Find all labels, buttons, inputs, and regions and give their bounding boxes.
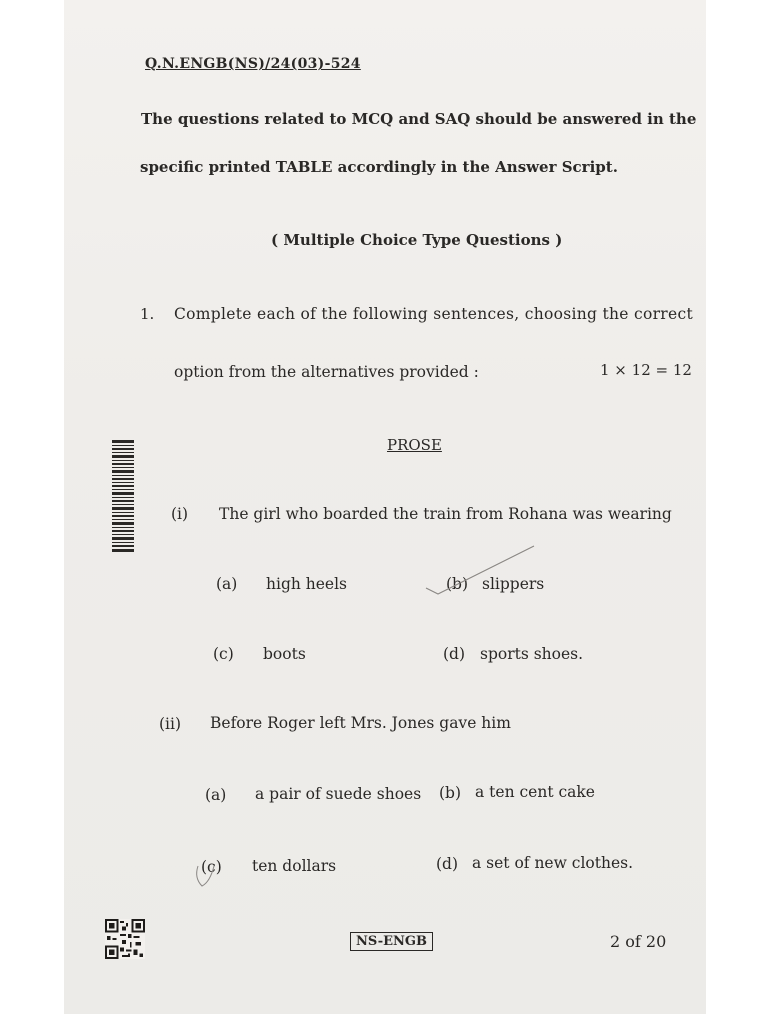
page-number: 2 of 20 [610, 932, 667, 951]
item-i-label: (i) [171, 505, 189, 523]
pencil-circle-mark-icon [192, 852, 232, 892]
item-ii-option-a-text: a pair of suede shoes [255, 785, 422, 803]
question-text-line-1: Complete each of the following sentences, choosing the correct [174, 305, 694, 323]
paper-code: Q.N.ENGB(NS)/24(03)-524 [145, 56, 361, 72]
pencil-tick-mark-icon [424, 540, 544, 610]
item-ii-option-b-text: a ten cent cake [475, 783, 595, 801]
item-i-option-c-label: (c) [213, 645, 234, 663]
instruction-line-1: The questions related to MCQ and SAQ should be answered in the [141, 110, 697, 128]
item-ii-option-b-label: (b) [439, 784, 462, 802]
item-i-text: The girl who boarded the train from Rohana was wearing [219, 505, 672, 523]
footer-subject-code: NS-ENGB [350, 932, 433, 951]
item-i-option-a-text: high heels [266, 575, 348, 593]
qr-code-icon [104, 919, 146, 959]
item-ii-option-c-label: (c) [201, 858, 222, 876]
item-ii-text: Before Roger left Mrs. Jones gave him [210, 714, 511, 732]
question-text-line-2: option from the alternatives provided : [174, 363, 479, 381]
item-ii-option-c-text: ten dollars [252, 857, 337, 875]
item-i-option-a-label: (a) [216, 575, 238, 593]
item-ii-option-d-text: a set of new clothes. [472, 854, 634, 872]
item-ii-option-a-label: (a) [205, 786, 227, 804]
item-i-option-d-label: (d) [443, 645, 466, 663]
instruction-line-2: specific printed TABLE accordingly in the Answer Script. [140, 158, 618, 176]
subsection-title: PROSE [387, 436, 442, 454]
section-title: ( Multiple Choice Type Questions ) [271, 231, 563, 249]
question-marks: 1 × 12 = 12 [600, 361, 692, 379]
item-i-option-b-text: slippers [482, 575, 545, 593]
barcode-icon [112, 440, 134, 552]
item-ii-label: (ii) [159, 715, 182, 733]
item-i-option-c-text: boots [263, 645, 306, 663]
item-i-option-b-label: (b) [446, 575, 469, 593]
item-ii-option-d-label: (d) [436, 855, 459, 873]
item-i-option-d-text: sports shoes. [480, 645, 584, 663]
question-number: 1. [140, 305, 155, 323]
